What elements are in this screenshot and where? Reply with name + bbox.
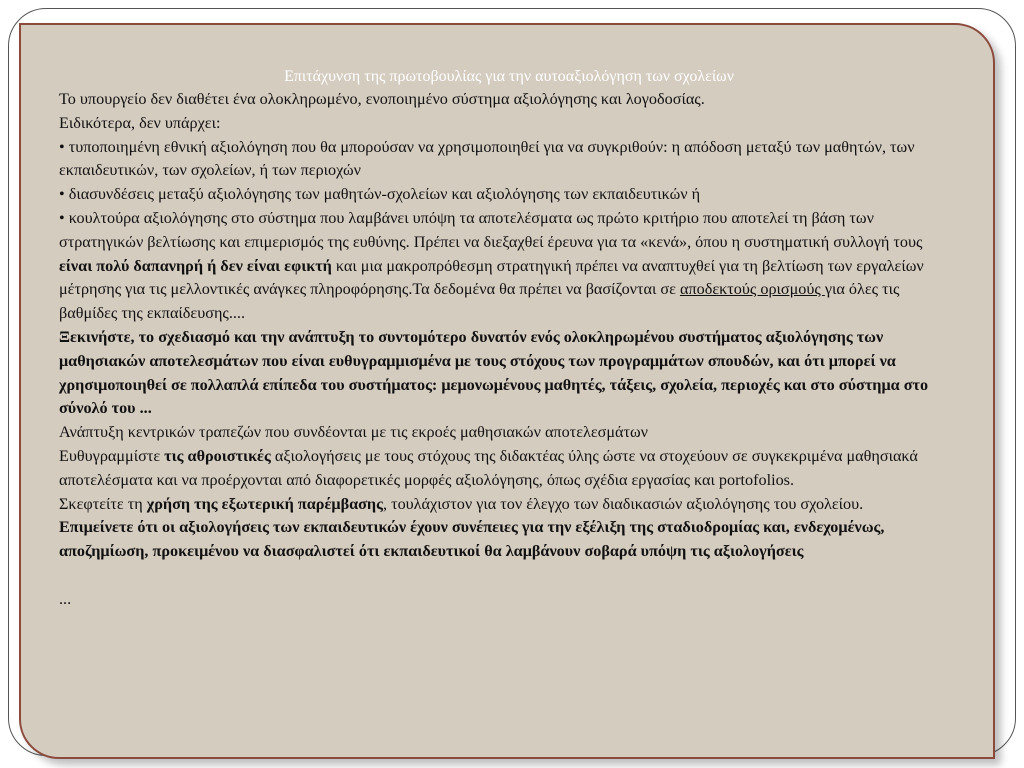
slide-title: Επιτάχυνση της πρωτοβουλίας για την αυτοαξιολόγηση των σχολείων: [284, 68, 734, 85]
accepted-definitions: αποδεκτούς ορισμούς: [679, 280, 825, 299]
bullet3-text-b: και μια μακροπρόθεσμη στρατηγική πρέπει να αναπτυχθεί για τη βελτίωση των εργαλείων μέτρησης για τις μελλοντικές ανάγκες πληροφόρησης.Τα δεδομένα θα πρέπει να βασίζονται σε: [59, 256, 924, 299]
bold-paragraph-insist: [59, 516, 959, 564]
slide-frame: [8, 8, 1016, 756]
spacer: [59, 564, 959, 588]
bullet-evaluation-culture: [59, 207, 959, 326]
bold-paragraph-start-text: Ξεκινήστε, το σχεδιασμό και την ανάπτυξη το συντομότερο δυνατόν ενός ολοκληρωμένου συστήματος αξιολόγησης των μαθησιακών αποτελεσμάτων που είναι ευθυγραμμισμένα με τους στόχους των προγραμμάτων σπουδών, και ότι μπορεί να χρησιμοποιηθεί σε πολλαπλά επίπεδα του συστήματος: μεμονωμένους μαθητές, τάξεις, σχολεία, περιοχές και στο σύστημα στο σύνολό του ...: [59, 327, 929, 418]
central-banks-paragraph: Ανάπτυξη κεντρικών τραπεζών που συνδέονται με τις εκροές μαθησιακών αποτελεσμάτων: [59, 423, 649, 442]
external-intervention-paragraph: [59, 493, 959, 517]
bold-paragraph-insist-text: Επιμείνετε ότι οι αξιολογήσεις των εκπαιδευτικών έχουν συνέπειες για την εξέλιξη της σταδιοδρομίας και, ενδεχομένως, αποζημίωση, προκειμένου να διασφαλιστεί ότι εκπαιδευτικοί θα λαμβάνουν σοβαρά υπόψη τις αξιολογήσεις: [59, 518, 885, 561]
external-text-b: , τουλάχιστον για τον έλεγχο των διαδικασιών αξιολόγησης του σχολείου.: [382, 494, 864, 513]
bullet-links: • διασυνδέσεις μεταξύ αξιολόγησης των μαθητών-σχολείων και αξιολόγησης των εκπαιδευτικών ή: [59, 185, 701, 204]
intro-subline: Ειδικότερα, δεν υπάρχει:: [59, 113, 221, 132]
content-panel: [19, 23, 995, 759]
align-paragraph: [59, 445, 959, 493]
bold-paragraph-start: [59, 326, 959, 421]
align-text-a: Ευθυγραμμίστε: [59, 446, 165, 465]
bullet3-text-c: για όλες τις βαθμίδες της εκπαίδευσης....: [59, 280, 900, 323]
external-text-a: Σκεφτείτε τη: [59, 494, 147, 513]
bullet3-bold: είναι πολύ δαπανηρή ή δεν είναι εφικτή: [59, 256, 332, 275]
bullet-standardized-assessment: • τυποποιημένη εθνική αξιολόγηση που θα μπορούσαν να χρησιμοποιηθεί για να συγκριθούν: η απόδοση μεταξύ των μαθητών, των εκπαιδευτικών, των σχολείων, ή των περιοχών: [59, 137, 915, 180]
external-bold: χρήση της εξωτερική παρέμβασης: [146, 494, 383, 513]
intro-line: Το υπουργείο δεν διαθέτει ένα ολοκληρωμένο, ενοποιημένο σύστημα αξιολόγησης και λογοδοσίας.: [59, 90, 705, 108]
align-bold: τις αθροιστικές: [164, 446, 271, 465]
align-text-b: αξιολογήσεις με τους στόχους της διδακτέας ύλης ώστε να στοχεύουν σε συγκεκριμένα μαθησιακά αποτελέσματα και να προέρχονται από διαφορετικές μορφές αξιολόγησης, όπως σχέδια εργασίας και portofolios.: [59, 446, 918, 489]
ellipsis: ...: [59, 589, 72, 608]
bullet3-text-a: • κουλτούρα αξιολόγησης στο σύστημα που λαμβάνει υπόψη τα αποτελέσματα ως πρώτο κριτήριο που αποτελεί τη βάση των στρατηγικών βελτίωσης και επιμερισμός της ευθύνης. Πρέπει να διεξαχθεί έρευνα για τα «κενά», όπου η συστηματική συλλογή τους: [59, 208, 923, 251]
slide-content: [59, 65, 959, 612]
